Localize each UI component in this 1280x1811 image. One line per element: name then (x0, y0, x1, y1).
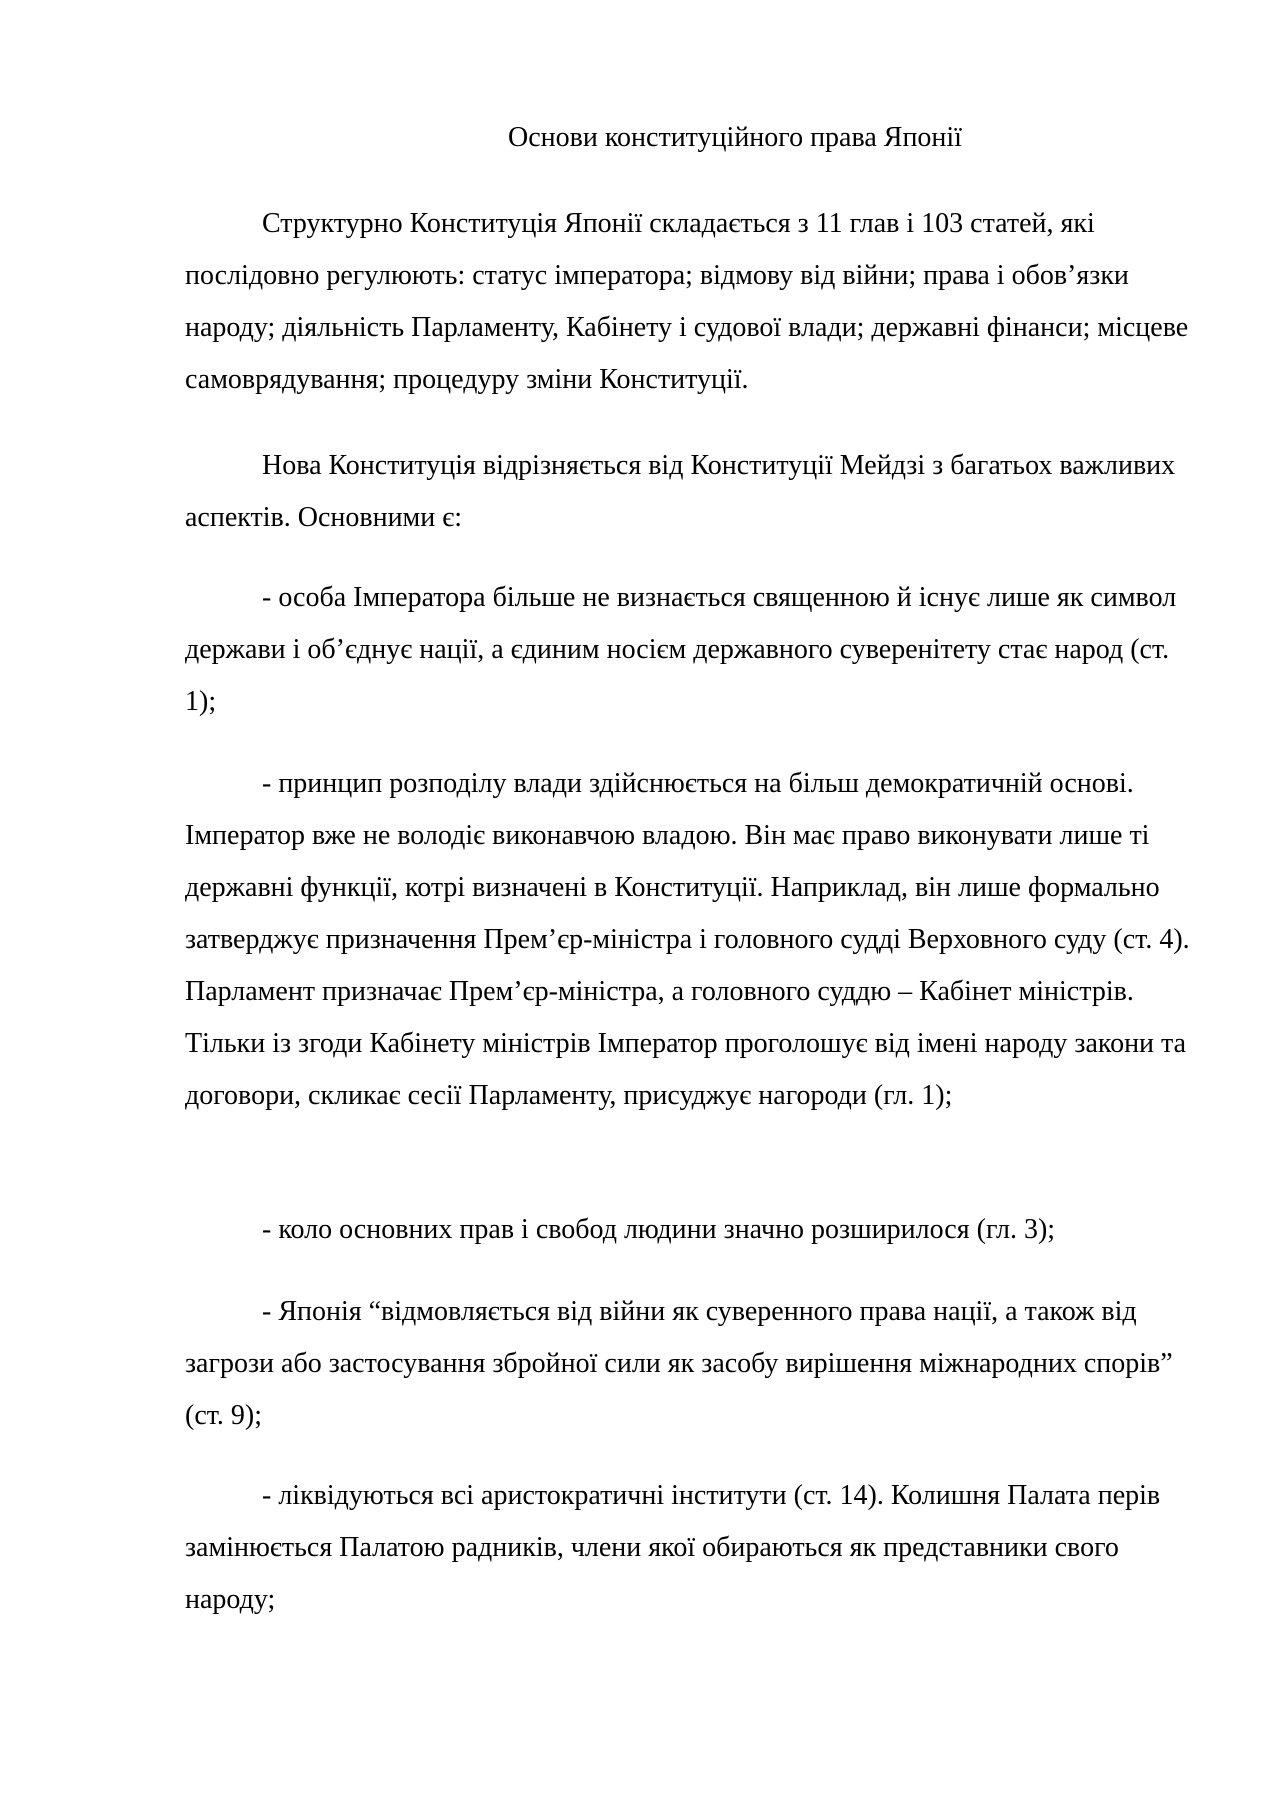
list-item-aristocracy-abolished: - ліквідуються всі аристократичні інститути (ст. 14). Колишня Палата перів замінюється Палатою радників, члени якої обираються як представники свого народу; (185, 1480, 1161, 1615)
page-title: Основи конституційного права Японії (508, 122, 962, 153)
paragraph-structure: Структурно Конституція Японії складається з 11 глав і 103 статей, які послідовно регулюють: статус імператора; відмову від війни; права і обов’язки народу; діяльність Парламенту, Кабінету і судової влади; державні фінанси; місцеве самоврядування; процедуру зміни Конституції. (185, 208, 1189, 395)
list-item-renunciation-of-war: - Японія “відмовляється від війни як суверенного права нації, а також від загрози або застосування збройної сили як засобу вирішення міжнародних спорів” (ст. 9); (185, 1296, 1173, 1431)
list-item-separation-of-powers: - принцип розподілу влади здійснюється на більш демократичній основі. Імператор вже не володіє виконавчою владою. Він має право виконувати лише ті державні функції, котрі визначені в Конституції. Наприклад, він лише формально затверджує призначення Прем’єр-міністра і головного судді Верховного суду (ст. 4). Парламент призначає Прем’єр-міністра, а головного суддю – Кабінет міністрів. Тільки із згоди Кабінету міністрів Імператор проголошує від імені народу закони та договори, скликає сесії Парламенту, присуджує нагороди (гл. 1); (185, 768, 1190, 1111)
list-item-human-rights: - коло основних прав і свобод людини значно розширилося (гл. 3); (262, 1214, 1056, 1245)
paragraph-differences-intro: Нова Конституція відрізняється від Конституції Мейдзі з багатьох важливих аспектів. Основними є: (185, 450, 1176, 533)
list-item-emperor-symbol: - особа Імператора більше не визнається священною й існує лише як символ держави і об’єднує нації, а єдиним носієм державного суверенітету стає народ (ст. 1); (185, 582, 1177, 717)
